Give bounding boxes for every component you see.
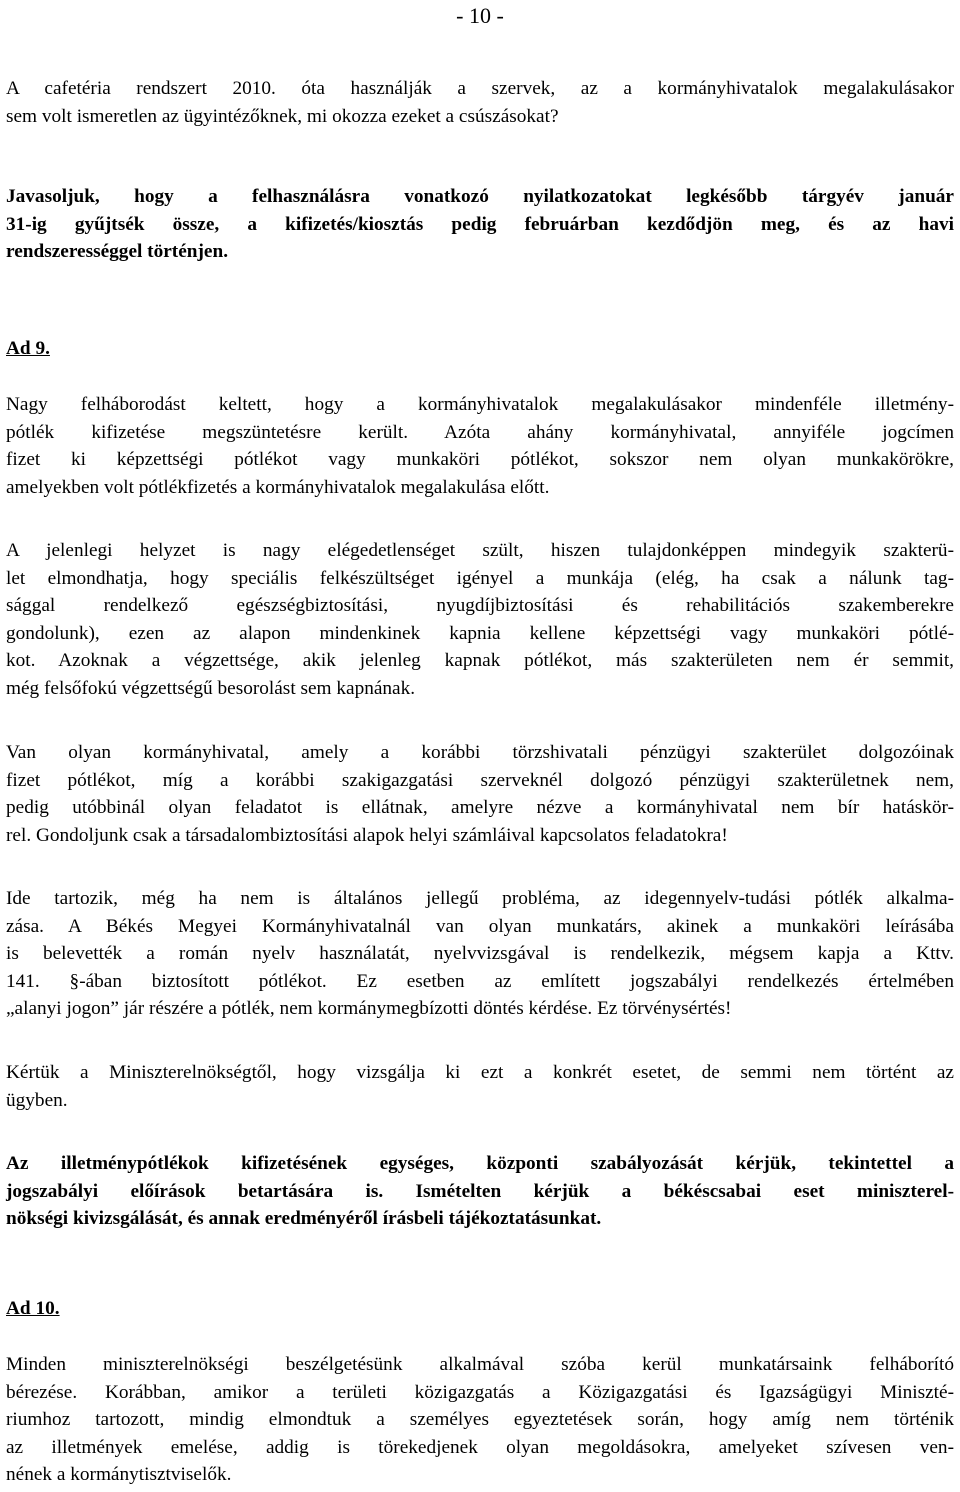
text-line: riumhoz tartozott, mindig elmondtuk a személyes egyeztetések során, hogy amíg nem történik [6, 1409, 954, 1430]
text-line: sággal rendelkező egészségbiztosítási, nyugdíjbiztosítási és rehabilitációs szakemberekre [6, 595, 954, 616]
text-line: kot. Azoknak a végzettsége, akik jelenleg kapnak pótlékot, más szakterületen nem ér semmit, [6, 650, 954, 671]
text-line: bérezése. Korábban, amikor a területi közigazgatás a Közigazgatási és Igazságügyi Miniszté- [6, 1381, 954, 1403]
text-line: nökségi kivizsgálását, és annak eredményéről írásbeli tájékoztatásunkat. [6, 1208, 602, 1229]
section-heading-ad9: Ad 9. [6, 338, 50, 359]
text-line: 31-ig gyűjtsék össze, a kifizetés/kiosztás pedig februárban kezdődjön meg, és az havi [6, 213, 954, 235]
request-paragraph [6, 1150, 954, 1233]
text-line: zása. A Békés Megyei Kormányhivatalnál van olyan munkatárs, akinek a munkaköri leírásába [6, 915, 954, 937]
text-line: rendszerességgel történjen. [6, 241, 229, 262]
text-line: A jelenlegi helyzet is nagy elégedetlenséget szült, hiszen tulajdonképpen mindegyik szakterü- [6, 540, 954, 561]
text-line: amelyekben volt pótlékfizetés a kormányhivatalok megalakulása előtt. [6, 476, 550, 498]
paragraph-6 [6, 1351, 954, 1489]
text-line: az illetmények emelése, addig is törekedjenek olyan megoldásokra, amelyeket szívesen ven- [6, 1436, 954, 1458]
text-line: is belevették a román nyelv használatát, nyelvvizsgával is rendelkezik, mégsem kapja a Kttv. [6, 943, 954, 964]
text-line: Javasoljuk, hogy a felhasználásra vonatkozó nyilatkozatokat legkésőbb tárgyév január [6, 186, 954, 207]
paragraph-1 [6, 391, 954, 501]
paragraph-3 [6, 739, 954, 849]
text-line: rel. Gondoljunk csak a társadalombiztosítási alapok helyi számláival kapcsolatos feladatokra! [6, 824, 728, 846]
text-line: A cafetéria rendszert 2010. óta használják a szervek, az a kormányhivatalok megalakulásakor [6, 78, 954, 99]
text-line: Kértük a Miniszterelnökségtől, hogy vizsgálja ki ezt a konkrét esetet, de semmi nem történt az [6, 1062, 954, 1083]
text-line: még felsőfokú végzettségű besorolást sem kapnának. [6, 677, 416, 699]
text-line: Az illetménypótlékok kifizetésének egységes, központi szabályozását kérjük, tekintettel a [6, 1153, 954, 1174]
text-line: nének a kormánytisztviselők. [6, 1464, 232, 1485]
question-paragraph [6, 75, 954, 130]
paragraph-5 [6, 1059, 954, 1114]
text-line: pótlék kifizetése megszüntetésre került. Azóta ahány kormányhivatal, annyiféle jogcímen [6, 421, 954, 443]
text-line: Ide tartozik, még ha nem is általános jellegű probléma, az idegennyelv-tudási pótlék alkalma- [6, 888, 954, 909]
text-line: jogszabályi előírások betartására is. Ismételten kérjük a békéscsabai eset miniszterel- [6, 1180, 954, 1202]
text-line: ügyben. [6, 1089, 68, 1111]
page-number: - 10 - [456, 3, 504, 28]
text-line: Van olyan kormányhivatal, amely a korábbi törzshivatali pénzügyi szakterület dolgozóinak [6, 742, 954, 763]
text-line: let elmondhatja, hogy speciális felkészültséget igényel a munkája (elég, ha csak a nálunk tag- [6, 567, 954, 589]
text-line: sem volt ismeretlen az ügyintézőknek, mi okozza ezeket a csúszásokat? [6, 105, 559, 127]
text-line: 141. §-ában biztosított pótlékot. Ez esetben az említett jogszabályi rendelkezés értelmében [6, 970, 954, 992]
paragraph-2 [6, 537, 954, 702]
paragraph-4 [6, 885, 954, 1023]
section-heading-ad10: Ad 10. [6, 1298, 60, 1319]
text-line: gondolunk), ezen az alapon mindenkinek kapnia kellene képzettségi vagy munkaköri pótlé- [6, 622, 954, 644]
recommendation-paragraph [6, 183, 954, 266]
text-line: Minden miniszterelnökségi beszélgetésünk alkalmával szóba kerül munkatársaink felháborító [6, 1354, 954, 1375]
text-line: fizet ki képzettségi pótlékot vagy munkaköri pótlékot, sokszor nem olyan munkakörökre, [6, 449, 954, 470]
text-line: fizet pótlékot, míg a korábbi szakigazgatási szerveknél dolgozó pénzügyi szakterületnek nem, [6, 769, 954, 791]
text-line: Nagy felháborodást keltett, hogy a kormányhivatalok megalakulásakor mindenféle illetmény- [6, 394, 954, 415]
text-line: „alanyi jogon” jár részére a pótlék, nem kormánymegbízotti döntés kérdése. Ez törvénysértés! [6, 998, 732, 1019]
text-line: pedig utóbbinál olyan feladatot is ellátnak, amelyre nézve a kormányhivatal nem bír hatáskör- [6, 797, 954, 818]
